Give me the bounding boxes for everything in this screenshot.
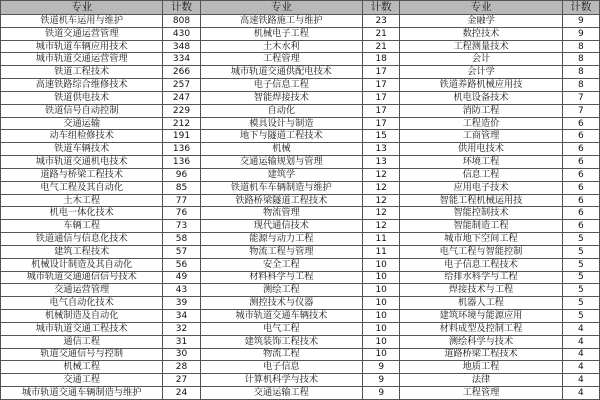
table-row bbox=[1, 15, 600, 28]
major-cell: 城市轨道交通工程技术 bbox=[1, 322, 163, 335]
major-cell: 法律 bbox=[400, 374, 562, 387]
major-cell: 地质工程 bbox=[400, 361, 562, 374]
major-cell: 铁道通信与信息化技术 bbox=[1, 233, 163, 246]
count-cell: 8 bbox=[562, 53, 599, 66]
table-row bbox=[1, 104, 600, 117]
table-row bbox=[1, 245, 600, 258]
major-cell: 电气工程 bbox=[200, 322, 362, 335]
count-cell: 4 bbox=[562, 335, 599, 348]
major-cell: 轨道交通信号与控制 bbox=[1, 348, 163, 361]
count-cell: 136 bbox=[163, 143, 200, 156]
major-cell: 城市轨道交通车辆技术 bbox=[200, 310, 362, 323]
major-cell: 高速铁路综合维修技术 bbox=[1, 79, 163, 92]
count-cell: 808 bbox=[163, 15, 200, 28]
table-row bbox=[1, 271, 600, 284]
major-cell: 铁道车辆技术 bbox=[1, 143, 163, 156]
count-cell: 6 bbox=[562, 194, 599, 207]
major-cell: 动车组检修技术 bbox=[1, 130, 163, 143]
count-cell: 334 bbox=[163, 53, 200, 66]
count-cell: 5 bbox=[562, 284, 599, 297]
major-cell: 机械 bbox=[200, 143, 362, 156]
count-cell: 6 bbox=[562, 156, 599, 169]
major-cell: 城市轨道交通机电技术 bbox=[1, 156, 163, 169]
major-cell: 材料科学与工程 bbox=[200, 271, 362, 284]
count-cell: 21 bbox=[363, 40, 400, 53]
major-cell: 道路桥梁工程技术 bbox=[400, 348, 562, 361]
header-count-1: 计数 bbox=[163, 1, 200, 15]
major-cell: 智能工程机械运用技 bbox=[400, 194, 562, 207]
major-cell: 模具设计与制造 bbox=[200, 117, 362, 130]
major-cell: 数控技术 bbox=[400, 27, 562, 40]
count-cell: 7 bbox=[562, 104, 599, 117]
count-cell: 266 bbox=[163, 66, 200, 79]
count-cell: 10 bbox=[363, 310, 400, 323]
major-cell: 能源与动力工程 bbox=[200, 233, 362, 246]
major-cell: 土木工程 bbox=[1, 194, 163, 207]
major-cell: 建筑环境与能源应用 bbox=[400, 310, 562, 323]
count-cell: 32 bbox=[163, 322, 200, 335]
major-cell: 物流工程 bbox=[200, 348, 362, 361]
count-cell: 6 bbox=[562, 181, 599, 194]
major-cell: 工程管理 bbox=[400, 387, 562, 400]
count-cell: 4 bbox=[562, 348, 599, 361]
count-cell: 34 bbox=[163, 310, 200, 323]
count-cell: 43 bbox=[163, 284, 200, 297]
count-cell: 58 bbox=[163, 233, 200, 246]
table-row bbox=[1, 181, 600, 194]
header-count-2: 计数 bbox=[363, 1, 400, 15]
count-cell: 7 bbox=[562, 91, 599, 104]
major-cell: 城市地下空间工程 bbox=[400, 233, 562, 246]
major-cell: 工程测量技术 bbox=[400, 40, 562, 53]
count-cell: 11 bbox=[363, 245, 400, 258]
major-cell: 城市轨道交通车辆制造与维护 bbox=[1, 387, 163, 400]
table-row bbox=[1, 335, 600, 348]
header-major-3: 专业 bbox=[400, 1, 562, 15]
major-cell: 焊接技术与工程 bbox=[400, 284, 562, 297]
major-cell: 自动化 bbox=[200, 104, 362, 117]
count-cell: 31 bbox=[163, 335, 200, 348]
count-cell: 10 bbox=[363, 284, 400, 297]
major-cell: 机械设计制造及其自动化 bbox=[1, 258, 163, 271]
major-cell: 铁道机车车辆制造与维护 bbox=[200, 181, 362, 194]
major-cell: 材料成型及控制工程 bbox=[400, 322, 562, 335]
count-cell: 9 bbox=[363, 361, 400, 374]
count-cell: 10 bbox=[363, 271, 400, 284]
major-cell: 机电一体化技术 bbox=[1, 207, 163, 220]
count-cell: 5 bbox=[562, 310, 599, 323]
count-cell: 12 bbox=[363, 220, 400, 233]
count-cell: 23 bbox=[363, 15, 400, 28]
major-cell: 测绘工程 bbox=[200, 284, 362, 297]
table-row bbox=[1, 91, 600, 104]
major-cell: 铁道交通运营管理 bbox=[1, 27, 163, 40]
count-cell: 49 bbox=[163, 271, 200, 284]
major-cell: 会计 bbox=[400, 53, 562, 66]
count-cell: 17 bbox=[363, 79, 400, 92]
count-cell: 17 bbox=[363, 117, 400, 130]
count-cell: 9 bbox=[562, 15, 599, 28]
count-cell: 39 bbox=[163, 297, 200, 310]
count-cell: 9 bbox=[363, 374, 400, 387]
table-row bbox=[1, 361, 600, 374]
major-cell: 金融学 bbox=[400, 15, 562, 28]
major-cell: 建筑学 bbox=[200, 168, 362, 181]
count-cell: 10 bbox=[363, 335, 400, 348]
major-cell: 城市轨道交通运营管理 bbox=[1, 53, 163, 66]
major-cell: 地下与隧道工程技术 bbox=[200, 130, 362, 143]
count-cell: 10 bbox=[363, 297, 400, 310]
count-cell: 6 bbox=[562, 220, 599, 233]
major-cell: 建筑装饰工程技术 bbox=[200, 335, 362, 348]
count-cell: 57 bbox=[163, 245, 200, 258]
major-cell: 建筑工程技术 bbox=[1, 245, 163, 258]
major-cell: 土木水利 bbox=[200, 40, 362, 53]
major-cell: 交通工程 bbox=[1, 374, 163, 387]
count-cell: 6 bbox=[562, 168, 599, 181]
table-row bbox=[1, 53, 600, 66]
major-cell: 电子信息工程 bbox=[200, 79, 362, 92]
header-row bbox=[1, 1, 600, 15]
count-cell: 257 bbox=[163, 79, 200, 92]
major-cell: 工程管理 bbox=[200, 53, 362, 66]
count-cell: 12 bbox=[363, 168, 400, 181]
count-cell: 4 bbox=[562, 361, 599, 374]
major-cell: 信息工程 bbox=[400, 168, 562, 181]
header-major-2: 专业 bbox=[200, 1, 362, 15]
major-cell: 铁道机车运用与维护 bbox=[1, 15, 163, 28]
count-cell: 4 bbox=[562, 387, 599, 400]
major-cell: 应用电子技术 bbox=[400, 181, 562, 194]
major-cell: 现代通信技术 bbox=[200, 220, 362, 233]
count-cell: 229 bbox=[163, 104, 200, 117]
major-cell: 机器人工程 bbox=[400, 297, 562, 310]
count-cell: 17 bbox=[363, 91, 400, 104]
table-row bbox=[1, 79, 600, 92]
major-cell: 铁道信号自动控制 bbox=[1, 104, 163, 117]
major-cell: 铁道供电技术 bbox=[1, 91, 163, 104]
major-cell: 机械电子工程 bbox=[200, 27, 362, 40]
table-row bbox=[1, 374, 600, 387]
count-cell: 8 bbox=[562, 79, 599, 92]
major-cell: 测绘科学与技术 bbox=[400, 335, 562, 348]
major-cell: 高速铁路施工与维护 bbox=[200, 15, 362, 28]
count-cell: 5 bbox=[562, 258, 599, 271]
count-cell: 56 bbox=[163, 258, 200, 271]
major-cell: 城市轨道交通供配电技术 bbox=[200, 66, 362, 79]
count-cell: 212 bbox=[163, 117, 200, 130]
count-cell: 5 bbox=[562, 297, 599, 310]
header-count-3: 计数 bbox=[562, 1, 599, 15]
count-cell: 4 bbox=[562, 374, 599, 387]
major-cell: 安全工程 bbox=[200, 258, 362, 271]
count-cell: 348 bbox=[163, 40, 200, 53]
count-cell: 13 bbox=[363, 156, 400, 169]
count-cell: 6 bbox=[562, 130, 599, 143]
table-row bbox=[1, 322, 600, 335]
table-row bbox=[1, 66, 600, 79]
count-cell: 12 bbox=[363, 207, 400, 220]
major-cell: 道路与桥梁工程技术 bbox=[1, 168, 163, 181]
count-cell: 8 bbox=[562, 40, 599, 53]
count-cell: 12 bbox=[363, 181, 400, 194]
major-cell: 物流工程与管理 bbox=[200, 245, 362, 258]
major-cell: 机械制造及自动化 bbox=[1, 310, 163, 323]
table-row bbox=[1, 156, 600, 169]
major-cell: 机械工程 bbox=[1, 361, 163, 374]
count-cell: 9 bbox=[363, 387, 400, 400]
count-cell: 10 bbox=[363, 258, 400, 271]
count-cell: 13 bbox=[363, 143, 400, 156]
table-row bbox=[1, 233, 600, 246]
count-cell: 15 bbox=[363, 130, 400, 143]
major-cell: 铁道养路机械应用技 bbox=[400, 79, 562, 92]
count-cell: 11 bbox=[363, 233, 400, 246]
count-cell: 76 bbox=[163, 207, 200, 220]
major-cell: 环境工程 bbox=[400, 156, 562, 169]
table-row bbox=[1, 143, 600, 156]
count-cell: 6 bbox=[562, 117, 599, 130]
major-cell: 交通运输 bbox=[1, 117, 163, 130]
count-cell: 4 bbox=[562, 322, 599, 335]
table-body bbox=[1, 15, 600, 400]
major-cell: 交通运输工程 bbox=[200, 387, 362, 400]
count-cell: 17 bbox=[363, 104, 400, 117]
count-cell: 191 bbox=[163, 130, 200, 143]
table-row bbox=[1, 130, 600, 143]
major-cell: 电子信息 bbox=[200, 361, 362, 374]
major-cell: 城市轨道交通通信信号技术 bbox=[1, 271, 163, 284]
major-cell: 交通运输规划与管理 bbox=[200, 156, 362, 169]
count-cell: 96 bbox=[163, 168, 200, 181]
count-cell: 10 bbox=[363, 322, 400, 335]
count-cell: 8 bbox=[562, 66, 599, 79]
count-cell: 30 bbox=[163, 348, 200, 361]
count-cell: 85 bbox=[163, 181, 200, 194]
count-cell: 10 bbox=[363, 348, 400, 361]
major-cell: 智能控制技术 bbox=[400, 207, 562, 220]
major-cell: 车辆工程 bbox=[1, 220, 163, 233]
count-cell: 9 bbox=[562, 27, 599, 40]
major-cell: 会计学 bbox=[400, 66, 562, 79]
count-cell: 21 bbox=[363, 27, 400, 40]
count-cell: 77 bbox=[163, 194, 200, 207]
table-row bbox=[1, 348, 600, 361]
major-cell: 物流管理 bbox=[200, 207, 362, 220]
count-cell: 6 bbox=[562, 207, 599, 220]
count-cell: 6 bbox=[562, 143, 599, 156]
table-row bbox=[1, 40, 600, 53]
major-cell: 工程造价 bbox=[400, 117, 562, 130]
major-cell: 测控技术与仪器 bbox=[200, 297, 362, 310]
major-cell: 城市轨道车辆应用技术 bbox=[1, 40, 163, 53]
major-cell: 供用电技术 bbox=[400, 143, 562, 156]
table-row bbox=[1, 207, 600, 220]
count-cell: 430 bbox=[163, 27, 200, 40]
count-cell: 5 bbox=[562, 233, 599, 246]
major-cell: 铁道工程技术 bbox=[1, 66, 163, 79]
count-cell: 12 bbox=[363, 194, 400, 207]
major-cell: 智能焊接技术 bbox=[200, 91, 362, 104]
count-cell: 73 bbox=[163, 220, 200, 233]
count-cell: 18 bbox=[363, 53, 400, 66]
table-row bbox=[1, 297, 600, 310]
major-cell: 铁路桥梁隧道工程技术 bbox=[200, 194, 362, 207]
table-row bbox=[1, 387, 600, 400]
table-row bbox=[1, 194, 600, 207]
major-cell: 机电设备技术 bbox=[400, 91, 562, 104]
count-cell: 24 bbox=[163, 387, 200, 400]
count-cell: 5 bbox=[562, 271, 599, 284]
count-cell: 27 bbox=[163, 374, 200, 387]
major-cell: 交通运营管理 bbox=[1, 284, 163, 297]
major-cell: 给排水科学与工程 bbox=[400, 271, 562, 284]
count-cell: 5 bbox=[562, 245, 599, 258]
table-row bbox=[1, 310, 600, 323]
major-cell: 电气工程与智能控制 bbox=[400, 245, 562, 258]
count-cell: 247 bbox=[163, 91, 200, 104]
table-row bbox=[1, 258, 600, 271]
count-cell: 17 bbox=[363, 66, 400, 79]
table-row bbox=[1, 220, 600, 233]
table-row bbox=[1, 284, 600, 297]
major-cell: 消防工程 bbox=[400, 104, 562, 117]
major-cell: 电子信息工程技术 bbox=[400, 258, 562, 271]
table-row bbox=[1, 168, 600, 181]
major-cell: 电气自动化技术 bbox=[1, 297, 163, 310]
header-major-1: 专业 bbox=[1, 1, 163, 15]
count-cell: 28 bbox=[163, 361, 200, 374]
major-cell: 电气工程及其自动化 bbox=[1, 181, 163, 194]
major-cell: 通信工程 bbox=[1, 335, 163, 348]
table-row bbox=[1, 27, 600, 40]
table-row bbox=[1, 117, 600, 130]
major-cell: 计算机科学与技术 bbox=[200, 374, 362, 387]
count-cell: 136 bbox=[163, 156, 200, 169]
major-cell: 工商管理 bbox=[400, 130, 562, 143]
major-cell: 智能制造工程 bbox=[400, 220, 562, 233]
